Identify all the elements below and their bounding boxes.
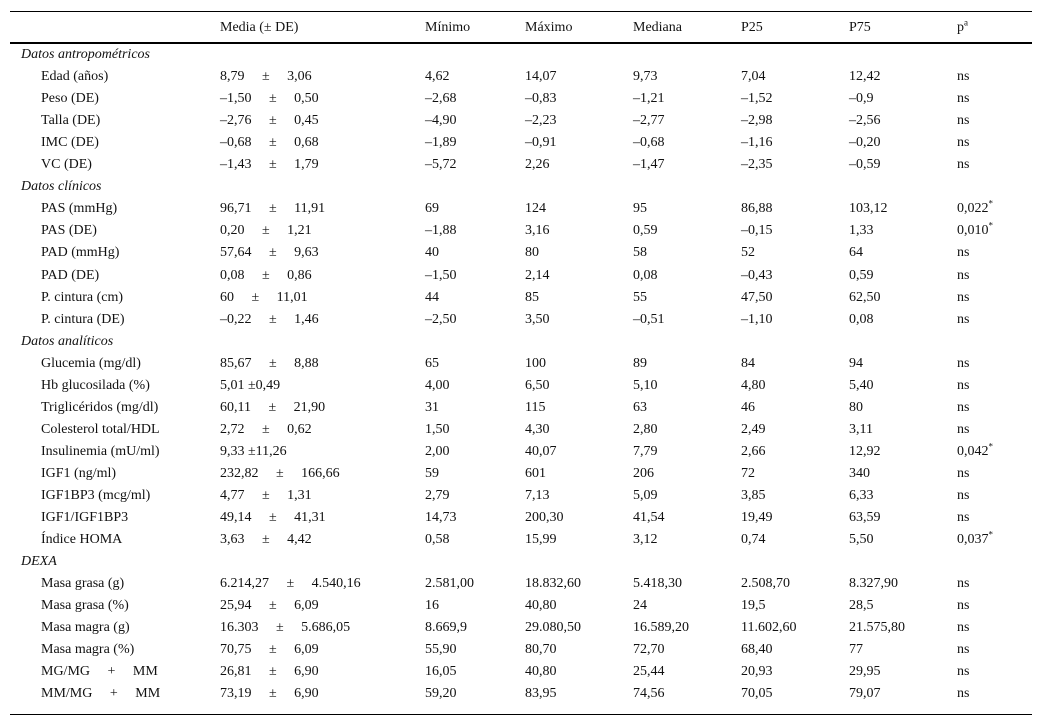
row-label: Masa grasa (%) <box>41 598 129 613</box>
cell-p75: 0,08 <box>849 312 874 327</box>
significance-marker: * <box>988 220 993 231</box>
cell-median: 0,59 <box>633 223 658 238</box>
row-label: IGF1/IGF1BP3 <box>41 510 129 525</box>
significance-marker: * <box>988 198 993 209</box>
cell-min: 59,20 <box>425 686 457 701</box>
cell-median: 24 <box>633 598 647 613</box>
row-label: IGF1 (ng/ml) <box>41 466 117 481</box>
cell-mean: –1,50 ± 0,50 <box>220 91 319 106</box>
cell-p <box>957 400 969 416</box>
cell-p25: 84 <box>741 356 755 371</box>
cell-p-value: 0,042 <box>957 444 989 459</box>
cell-p-value: ns <box>957 157 970 172</box>
cell-max: –0,83 <box>525 91 557 106</box>
cell-p25: 86,88 <box>741 201 773 216</box>
table-header-rule <box>10 42 1032 44</box>
cell-mean: 0,20 ± 1,21 <box>220 223 312 238</box>
cell-p75: 29,95 <box>849 664 881 679</box>
cell-p25: –1,10 <box>741 312 773 327</box>
cell-mean: –0,68 ± 0,68 <box>220 135 319 150</box>
cell-p75: 12,42 <box>849 69 881 84</box>
cell-p75: 5,50 <box>849 532 874 547</box>
cell-p-value: ns <box>957 488 970 503</box>
cell-min: 44 <box>425 290 439 305</box>
row-label: PAS (DE) <box>41 223 97 238</box>
cell-p25: 2,66 <box>741 444 766 459</box>
cell-p <box>957 157 969 173</box>
header-p <box>957 17 968 36</box>
cell-p25: 2.508,70 <box>741 576 790 591</box>
cell-p25: 7,04 <box>741 69 766 84</box>
cell-p <box>957 91 969 107</box>
cell-median: 5.418,30 <box>633 576 682 591</box>
cell-median: 72,70 <box>633 642 665 657</box>
cell-median: 9,73 <box>633 69 658 84</box>
cell-p <box>957 642 969 658</box>
cell-p <box>957 620 969 636</box>
cell-min: –2,50 <box>425 312 457 327</box>
cell-p25: 47,50 <box>741 290 773 305</box>
cell-p25: –2,35 <box>741 157 773 172</box>
cell-max: 85 <box>525 290 539 305</box>
cell-min: 65 <box>425 356 439 371</box>
cell-min: –2,68 <box>425 91 457 106</box>
cell-p <box>957 113 969 129</box>
cell-min: –4,90 <box>425 113 457 128</box>
cell-mean: 70,75 ± 6,09 <box>220 642 319 657</box>
row-label: Triglicéridos (mg/dl) <box>41 400 159 415</box>
cell-min: 2.581,00 <box>425 576 474 591</box>
cell-mean: 26,81 ± 6,90 <box>220 664 319 679</box>
cell-median: 2,80 <box>633 422 658 437</box>
cell-p <box>957 529 993 548</box>
cell-max: 200,30 <box>525 510 564 525</box>
cell-median: –1,21 <box>633 91 665 106</box>
cell-max: 15,99 <box>525 532 557 547</box>
cell-p-value: ns <box>957 686 970 701</box>
cell-mean: 9,33 ±11,26 <box>220 444 287 459</box>
cell-p-value: ns <box>957 69 970 84</box>
cell-p75: 62,50 <box>849 290 881 305</box>
cell-min: –1,88 <box>425 223 457 238</box>
cell-min: 4,62 <box>425 69 450 84</box>
cell-min: 2,79 <box>425 488 450 503</box>
cell-mean: 232,82 ± 166,66 <box>220 466 340 481</box>
header-mean: Media (± DE) <box>220 20 299 35</box>
cell-max: –2,23 <box>525 113 557 128</box>
cell-p-value: ns <box>957 91 970 106</box>
row-label: PAD (DE) <box>41 268 100 283</box>
cell-p <box>957 422 969 438</box>
cell-p75: –0,20 <box>849 135 881 150</box>
cell-min: 40 <box>425 245 439 260</box>
cell-p-value: 0,010 <box>957 223 989 238</box>
cell-mean: 96,71 ± 11,91 <box>220 201 326 216</box>
cell-max: 80,70 <box>525 642 557 657</box>
cell-mean: 49,14 ± 41,31 <box>220 510 326 525</box>
cell-max: 83,95 <box>525 686 557 701</box>
cell-p75: 1,33 <box>849 223 874 238</box>
cell-p-value: ns <box>957 466 970 481</box>
row-label: PAS (mmHg) <box>41 201 118 216</box>
cell-p75: –0,9 <box>849 91 874 106</box>
row-label: Talla (DE) <box>41 113 101 128</box>
row-label: Masa grasa (g) <box>41 576 125 591</box>
cell-p <box>957 245 969 261</box>
cell-max: 3,16 <box>525 223 550 238</box>
cell-median: –2,77 <box>633 113 665 128</box>
cell-p75: 12,92 <box>849 444 881 459</box>
cell-median: 0,08 <box>633 268 658 283</box>
cell-min: 16,05 <box>425 664 457 679</box>
cell-min: 16 <box>425 598 439 613</box>
cell-p75: 79,07 <box>849 686 881 701</box>
cell-p <box>957 198 993 217</box>
cell-mean: 8,79 ± 3,06 <box>220 69 312 84</box>
cell-p25: 19,49 <box>741 510 773 525</box>
cell-p75: 0,59 <box>849 268 874 283</box>
cell-p75: 21.575,80 <box>849 620 905 635</box>
cell-p <box>957 466 969 482</box>
cell-max: 2,26 <box>525 157 550 172</box>
cell-median: 63 <box>633 400 647 415</box>
row-label: Edad (años) <box>41 69 109 84</box>
header-p25: P25 <box>741 20 763 35</box>
cell-p-value: ns <box>957 113 970 128</box>
cell-p-value: ns <box>957 135 970 150</box>
cell-p <box>957 576 969 592</box>
cell-median: 5,10 <box>633 378 658 393</box>
row-label: Insulinemia (mU/ml) <box>41 444 160 459</box>
cell-mean: 60,11 ± 21,90 <box>220 400 326 415</box>
cell-max: 124 <box>525 201 546 216</box>
row-label: P. cintura (DE) <box>41 312 125 327</box>
cell-median: 55 <box>633 290 647 305</box>
cell-min: 31 <box>425 400 439 415</box>
cell-p75: 5,40 <box>849 378 874 393</box>
cell-p75: 103,12 <box>849 201 888 216</box>
row-label: IMC (DE) <box>41 135 99 150</box>
cell-mean: 25,94 ± 6,09 <box>220 598 319 613</box>
cell-p-value: ns <box>957 510 970 525</box>
header-p-text: p <box>957 20 964 35</box>
section-title: Datos antropométricos <box>21 47 150 62</box>
table-bottom-rule <box>10 714 1032 715</box>
cell-min: –1,50 <box>425 268 457 283</box>
cell-mean: 3,63 ± 4,42 <box>220 532 312 547</box>
cell-p <box>957 356 969 372</box>
cell-median: 3,12 <box>633 532 658 547</box>
cell-p25: 11.602,60 <box>741 620 797 635</box>
header-max: Máximo <box>525 20 573 35</box>
cell-p25: 0,74 <box>741 532 766 547</box>
cell-median: 41,54 <box>633 510 665 525</box>
cell-mean: –2,76 ± 0,45 <box>220 113 319 128</box>
row-label: Glucemia (mg/dl) <box>41 356 141 371</box>
cell-p-value: ns <box>957 400 970 415</box>
cell-max: 3,50 <box>525 312 550 327</box>
cell-p <box>957 510 969 526</box>
header-median: Mediana <box>633 20 682 35</box>
cell-mean: 60 ± 11,01 <box>220 290 308 305</box>
cell-min: 69 <box>425 201 439 216</box>
cell-p <box>957 664 969 680</box>
cell-min: 0,58 <box>425 532 450 547</box>
cell-p-value: ns <box>957 598 970 613</box>
cell-p-value: ns <box>957 664 970 679</box>
cell-min: 14,73 <box>425 510 457 525</box>
cell-p75: –0,59 <box>849 157 881 172</box>
cell-median: 95 <box>633 201 647 216</box>
cell-mean: 73,19 ± 6,90 <box>220 686 319 701</box>
cell-p <box>957 441 993 460</box>
cell-p <box>957 312 969 328</box>
cell-max: –0,91 <box>525 135 557 150</box>
row-label: PAD (mmHg) <box>41 245 120 260</box>
cell-p-value: ns <box>957 642 970 657</box>
cell-min: 55,90 <box>425 642 457 657</box>
section-title: Datos analíticos <box>21 334 114 349</box>
cell-max: 40,07 <box>525 444 557 459</box>
cell-mean: –0,22 ± 1,46 <box>220 312 319 327</box>
row-label: Hb glucosilada (%) <box>41 378 150 393</box>
cell-p25: –0,43 <box>741 268 773 283</box>
cell-max: 100 <box>525 356 546 371</box>
cell-min: 59 <box>425 466 439 481</box>
cell-mean: 2,72 ± 0,62 <box>220 422 312 437</box>
cell-p75: –2,56 <box>849 113 881 128</box>
cell-mean: 16.303 ± 5.686,05 <box>220 620 351 635</box>
header-p-superscript: a <box>964 17 968 28</box>
cell-p <box>957 686 969 702</box>
cell-median: –0,51 <box>633 312 665 327</box>
cell-p75: 28,5 <box>849 598 874 613</box>
cell-p-value: ns <box>957 268 970 283</box>
cell-p75: 3,11 <box>849 422 873 437</box>
cell-mean: 6.214,27 ± 4.540,16 <box>220 576 361 591</box>
cell-p75: 340 <box>849 466 870 481</box>
cell-p25: 72 <box>741 466 755 481</box>
cell-p-value: ns <box>957 576 970 591</box>
cell-median: 206 <box>633 466 654 481</box>
cell-p-value: ns <box>957 245 970 260</box>
row-label: Peso (DE) <box>41 91 99 106</box>
cell-median: 74,56 <box>633 686 665 701</box>
cell-p25: 68,40 <box>741 642 773 657</box>
cell-median: 16.589,20 <box>633 620 689 635</box>
cell-p25: –1,52 <box>741 91 773 106</box>
cell-p75: 8.327,90 <box>849 576 898 591</box>
cell-median: 25,44 <box>633 664 665 679</box>
cell-p <box>957 220 993 239</box>
cell-min: –5,72 <box>425 157 457 172</box>
row-label: Índice HOMA <box>41 532 123 547</box>
cell-p-value: ns <box>957 290 970 305</box>
cell-p25: 2,49 <box>741 422 766 437</box>
cell-min: –1,89 <box>425 135 457 150</box>
cell-max: 2,14 <box>525 268 550 283</box>
cell-median: –1,47 <box>633 157 665 172</box>
cell-p <box>957 598 969 614</box>
cell-mean: 57,64 ± 9,63 <box>220 245 319 260</box>
cell-median: –0,68 <box>633 135 665 150</box>
cell-min: 4,00 <box>425 378 450 393</box>
cell-min: 2,00 <box>425 444 450 459</box>
cell-p-value: 0,022 <box>957 201 989 216</box>
cell-p-value: ns <box>957 620 970 635</box>
header-min: Mínimo <box>425 20 471 35</box>
row-label: MG/MG + MM <box>41 664 158 679</box>
significance-marker: * <box>988 441 993 452</box>
cell-p25: 52 <box>741 245 755 260</box>
cell-max: 6,50 <box>525 378 550 393</box>
section-title: DEXA <box>21 554 57 569</box>
header-p75: P75 <box>849 20 871 35</box>
cell-p-value: 0,037 <box>957 532 989 547</box>
cell-p <box>957 290 969 306</box>
cell-max: 40,80 <box>525 598 557 613</box>
cell-p75: 77 <box>849 642 863 657</box>
cell-max: 18.832,60 <box>525 576 581 591</box>
cell-mean: –1,43 ± 1,79 <box>220 157 319 172</box>
cell-min: 8.669,9 <box>425 620 467 635</box>
cell-max: 80 <box>525 245 539 260</box>
cell-p25: 3,85 <box>741 488 766 503</box>
row-label: IGF1BP3 (mcg/ml) <box>41 488 151 503</box>
row-label: Masa magra (g) <box>41 620 130 635</box>
cell-p <box>957 268 969 284</box>
row-label: Colesterol total/HDL <box>41 422 160 437</box>
cell-p <box>957 135 969 151</box>
cell-p75: 80 <box>849 400 863 415</box>
cell-p75: 64 <box>849 245 863 260</box>
cell-mean: 85,67 ± 8,88 <box>220 356 319 371</box>
cell-median: 58 <box>633 245 647 260</box>
cell-max: 601 <box>525 466 546 481</box>
cell-p-value: ns <box>957 378 970 393</box>
cell-p25: 20,93 <box>741 664 773 679</box>
cell-max: 115 <box>525 400 546 415</box>
cell-p-value: ns <box>957 422 970 437</box>
cell-p-value: ns <box>957 356 970 371</box>
cell-max: 40,80 <box>525 664 557 679</box>
cell-mean: 4,77 ± 1,31 <box>220 488 312 503</box>
row-label: MM/MG + MM <box>41 686 161 701</box>
cell-p75: 63,59 <box>849 510 881 525</box>
cell-p25: 4,80 <box>741 378 766 393</box>
cell-max: 29.080,50 <box>525 620 581 635</box>
cell-mean: 5,01 ±0,49 <box>220 378 281 393</box>
cell-p25: –0,15 <box>741 223 773 238</box>
cell-p <box>957 488 969 504</box>
section-title: Datos clínicos <box>21 179 102 194</box>
cell-max: 7,13 <box>525 488 550 503</box>
row-label: P. cintura (cm) <box>41 290 124 305</box>
cell-p25: 19,5 <box>741 598 766 613</box>
significance-marker: * <box>988 529 993 540</box>
cell-p-value: ns <box>957 312 970 327</box>
cell-p75: 94 <box>849 356 863 371</box>
cell-max: 14,07 <box>525 69 557 84</box>
cell-max: 4,30 <box>525 422 550 437</box>
cell-p <box>957 69 969 85</box>
cell-p25: –1,16 <box>741 135 773 150</box>
cell-mean: 0,08 ± 0,86 <box>220 268 312 283</box>
cell-p25: 46 <box>741 400 755 415</box>
cell-min: 1,50 <box>425 422 450 437</box>
cell-p25: 70,05 <box>741 686 773 701</box>
cell-p75: 6,33 <box>849 488 874 503</box>
cell-p25: –2,98 <box>741 113 773 128</box>
cell-median: 5,09 <box>633 488 658 503</box>
row-label: VC (DE) <box>41 157 92 172</box>
cell-median: 89 <box>633 356 647 371</box>
cell-p <box>957 378 969 394</box>
table-top-rule <box>10 11 1032 12</box>
cell-median: 7,79 <box>633 444 658 459</box>
row-label: Masa magra (%) <box>41 642 135 657</box>
